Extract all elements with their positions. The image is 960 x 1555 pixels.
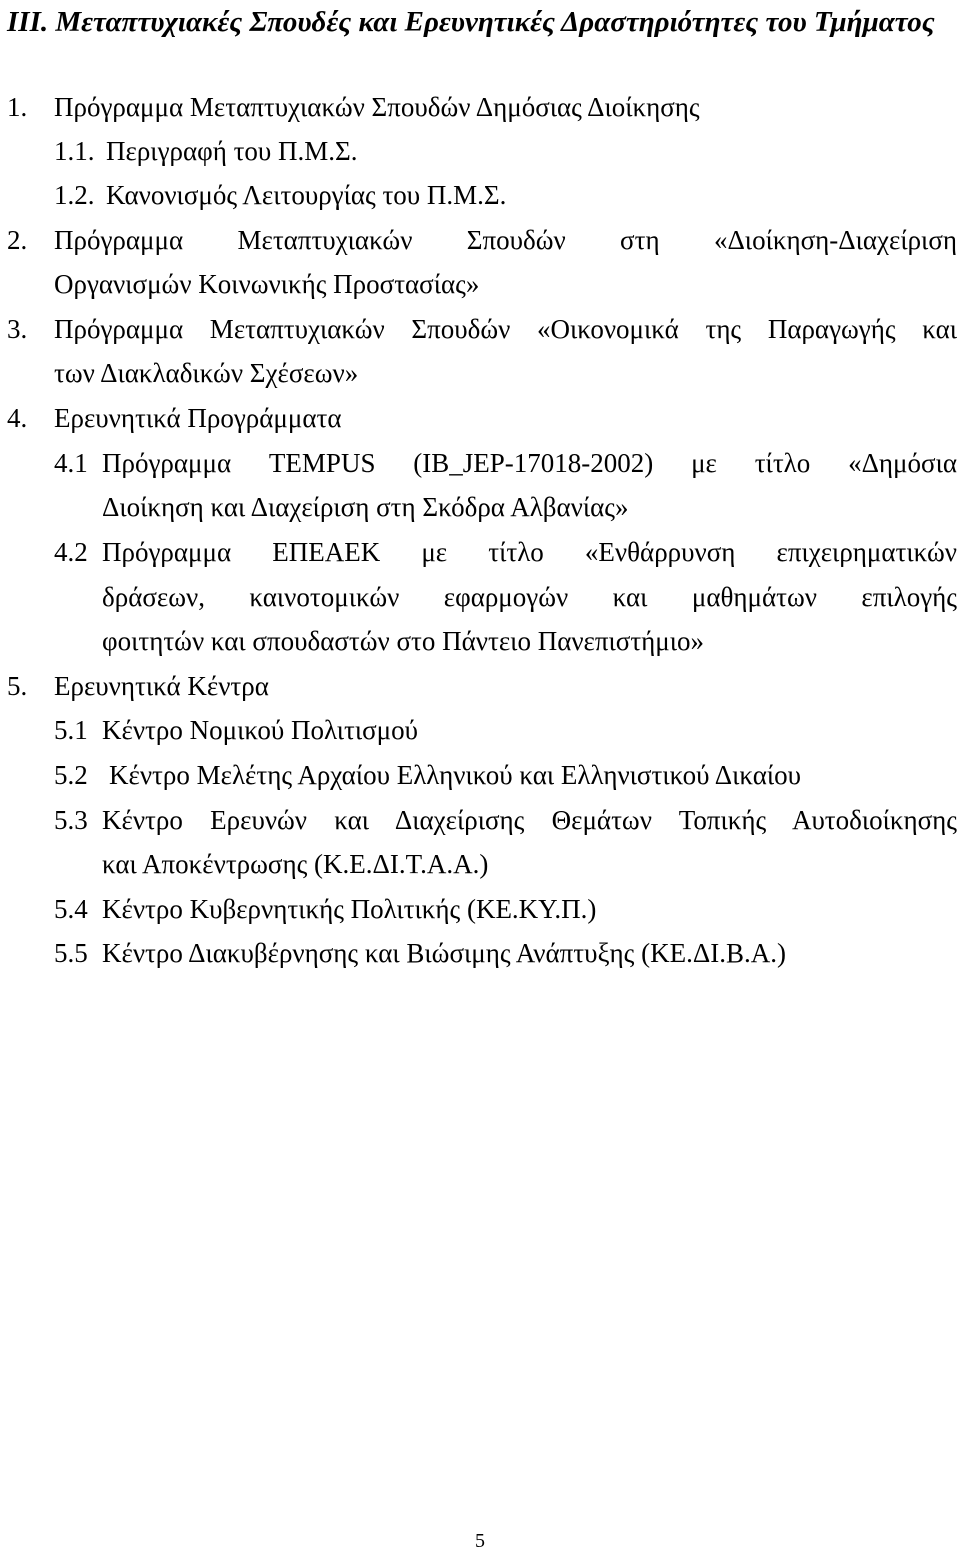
toc-item-5-3-text-line2: και Αποκέντρωσης (Κ.Ε.ΔΙ.Τ.Α.Α.) — [102, 849, 489, 879]
toc-item-text: Κέντρο Μελέτης Αρχαίου Ελληνικού και Ελληνιστικού Δικαίου — [109, 760, 802, 790]
toc-item-4-2 — [54, 534, 88, 570]
toc-item-4-1 — [54, 445, 88, 481]
toc-item-text: Κανονισμός Λειτουργίας του Π.Μ.Σ. — [106, 180, 507, 210]
toc-item-4-2-text-line1: Πρόγραμμα ΕΠΕΑΕΚ με τίτλο «Ενθάρρυνση επιχειρηματικών — [102, 537, 957, 567]
toc-item-number: 1. — [7, 92, 28, 122]
toc-item-number: 4.2 — [54, 537, 88, 567]
toc-item-text: Περιγραφή του Π.Μ.Σ. — [106, 136, 358, 166]
toc-item-5-3-text-line1: Κέντρο Ερευνών και Διαχείρισης Θεμάτων Τοπικής Αυτοδιοίκησης — [102, 805, 957, 835]
toc-item-number: 1.2. — [54, 180, 95, 210]
toc-item-text: Κέντρο Διακυβέρνησης και Βιώσιμης Ανάπτυξης (ΚΕ.ΔΙ.Β.Α.) — [102, 938, 786, 968]
toc-item-3-text-line1: Πρόγραμμα Μεταπτυχιακών Σπουδών «Οικονομικά της Παραγωγής και — [54, 314, 957, 344]
toc-item-4-2-text-line2: δράσεων, καινοτομικών εφαρμογών και μαθημάτων επιλογής — [102, 582, 957, 612]
toc-item-text: Ερευνητικά Κέντρα — [54, 671, 269, 701]
toc-item-5 — [7, 668, 269, 704]
toc-item-number: 2. — [7, 225, 28, 255]
toc-item-number: 4.1 — [54, 448, 88, 478]
toc-item-number: 4. — [7, 403, 28, 433]
toc-item-3 — [7, 311, 54, 347]
toc-item-4-1-text-line2: Διοίκηση και Διαχείριση στη Σκόδρα Αλβανίας» — [102, 492, 629, 522]
page-number: 5 — [475, 1530, 485, 1552]
toc-item-number: 3. — [7, 314, 28, 344]
toc-item-5-5 — [54, 935, 786, 971]
toc-item-number: 5.5 — [54, 938, 88, 968]
toc-item-text: Πρόγραμμα Μεταπτυχιακών Σπουδών Δημόσιας Διοίκησης — [54, 92, 700, 122]
toc-item-5-4 — [54, 891, 596, 927]
toc-item-1-2 — [54, 177, 506, 213]
toc-item-number: 5.1 — [54, 715, 88, 745]
toc-item-4-2-text-line3: φοιτητών και σπουδαστών στο Πάντειο Πανεπιστήμιο» — [102, 626, 705, 656]
toc-item-text: Κέντρο Κυβερνητικής Πολιτικής (ΚΕ.ΚΥ.Π.) — [102, 894, 597, 924]
toc-item-5-2 — [54, 757, 801, 793]
toc-item-3-text-line2: των Διακλαδικών Σχέσεων» — [54, 358, 359, 388]
toc-item-number: 5.3 — [54, 805, 88, 835]
toc-item-4-1-text-line1: Πρόγραμμα TEMPUS (IB_JEP-17018-2002) με τίτλο «Δημόσια — [102, 448, 957, 478]
toc-item-2-text-line1: Πρόγραμμα Μεταπτυχιακών Σπουδών στη «Διοίκηση-Διαχείριση — [54, 225, 957, 255]
toc-item-text: Ερευνητικά Προγράμματα — [54, 403, 342, 433]
toc-item-number: 5. — [7, 671, 28, 701]
toc-item-number: 5.2 — [54, 760, 88, 790]
toc-item-1 — [7, 89, 700, 125]
toc-item-5-3 — [54, 802, 88, 838]
toc-item-2-text-line2: Οργανισμών Κοινωνικής Προστασίας» — [54, 269, 480, 299]
toc-item-5-1 — [54, 712, 418, 748]
toc-item-number: 5.4 — [54, 894, 88, 924]
toc-item-2 — [7, 222, 54, 258]
toc-item-text: Κέντρο Νομικού Πολιτισμού — [102, 715, 419, 745]
toc-item-4 — [7, 400, 342, 436]
toc-item-number: 1.1. — [54, 136, 95, 166]
toc-item-1-1 — [54, 133, 358, 169]
section-heading: III. Μεταπτυχιακές Σπουδές και Ερευνητικές Δραστηριότητες του Τμήματος — [7, 6, 935, 38]
